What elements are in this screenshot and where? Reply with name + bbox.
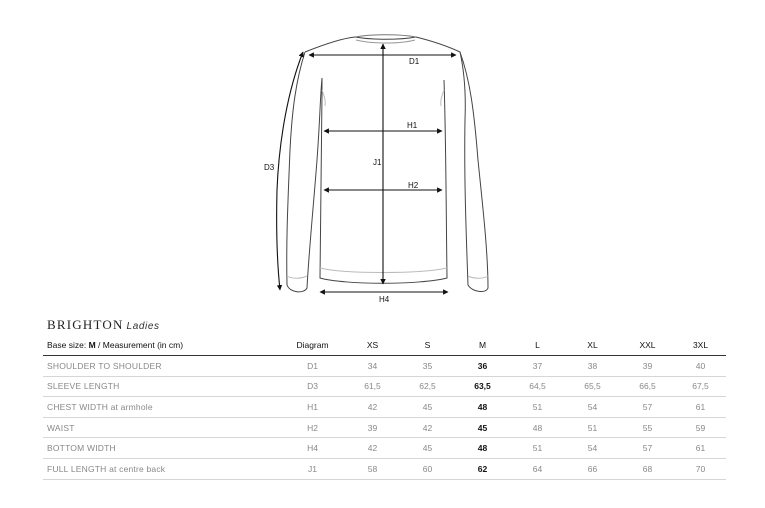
size-value-cell: 70 [675,458,726,479]
diagram-code: H4 [280,438,345,459]
measurement-name: BOTTOM WIDTH [43,438,280,459]
size-value-cell: 40 [675,356,726,377]
size-value-cell: 48 [510,417,565,438]
product-title [47,317,160,333]
size-chart-table [43,334,726,480]
diagram-code: D3 [280,376,345,397]
size-value-cell: 42 [345,397,400,418]
size-value-cell: 67,5 [675,376,726,397]
size-header: 3XL [675,334,726,356]
measurement-name: CHEST WIDTH at armhole [43,397,280,418]
size-value-cell: 39 [345,417,400,438]
size-value-cell: 38 [565,356,620,377]
size-value-cell: 54 [565,438,620,459]
size-value-cell: 62,5 [400,376,455,397]
size-header: L [510,334,565,356]
size-value-cell: 64,5 [510,376,565,397]
measurement-name: SLEEVE LENGTH [43,376,280,397]
d3-arrow [277,52,303,290]
table-row [43,438,726,459]
measurement-name: SHOULDER TO SHOULDER [43,356,280,377]
size-header: XL [565,334,620,356]
size-value-cell: 34 [345,356,400,377]
base-size-value: M [88,339,96,350]
size-value-cell: 57 [620,438,675,459]
base-size-suffix: / Measurement (in cm) [95,339,184,350]
size-value-cell: 51 [565,417,620,438]
table-row [43,397,726,418]
size-value-cell: 60 [400,458,455,479]
measurement-name: WAIST [43,417,280,438]
h1-label: H1 [407,121,418,130]
size-header: S [400,334,455,356]
base-size-prefix: Base size: [47,339,89,350]
size-value-cell: 35 [400,356,455,377]
size-header: M [455,334,510,356]
size-value-cell: 61,5 [345,376,400,397]
diagram-code: H2 [280,417,345,438]
size-value-cell: 61 [675,438,726,459]
size-value-cell: 36 [455,356,510,377]
size-value-cell: 45 [400,438,455,459]
size-value-cell: 63,5 [455,376,510,397]
size-value-cell: 54 [565,397,620,418]
size-value-cell: 57 [620,397,675,418]
j1-label: J1 [373,158,382,167]
size-value-cell: 62 [455,458,510,479]
size-value-cell: 58 [345,458,400,479]
h2-label: H2 [408,181,419,190]
table-row [43,376,726,397]
brand-name: BRIGHTON [47,317,124,332]
measurement-name: FULL LENGTH at centre back [43,458,280,479]
size-value-cell: 48 [455,397,510,418]
size-value-cell: 65,5 [565,376,620,397]
size-value-cell: 37 [510,356,565,377]
base-size-header [43,334,280,356]
diagram-code: J1 [280,458,345,479]
h4-label: H4 [379,295,390,304]
size-header: XXL [620,334,675,356]
size-value-cell: 66,5 [620,376,675,397]
size-value-cell: 42 [345,438,400,459]
size-value-cell: 61 [675,397,726,418]
diagram-column-header: Diagram [280,334,345,356]
size-value-cell: 66 [565,458,620,479]
table-row [43,417,726,438]
d1-label: D1 [409,57,420,66]
size-value-cell: 51 [510,397,565,418]
size-header: XS [345,334,400,356]
table-row [43,458,726,479]
size-value-cell: 45 [455,417,510,438]
size-value-cell: 39 [620,356,675,377]
size-value-cell: 59 [675,417,726,438]
diagram-code: D1 [280,356,345,377]
size-value-cell: 68 [620,458,675,479]
size-value-cell: 42 [400,417,455,438]
size-value-cell: 45 [400,397,455,418]
d3-label: D3 [264,163,275,172]
table-header-row [43,334,726,356]
size-value-cell: 64 [510,458,565,479]
size-value-cell: 51 [510,438,565,459]
table-row [43,356,726,377]
product-subtitle: Ladies [126,321,160,332]
size-value-cell: 55 [620,417,675,438]
diagram-code: H1 [280,397,345,418]
size-value-cell: 48 [455,438,510,459]
